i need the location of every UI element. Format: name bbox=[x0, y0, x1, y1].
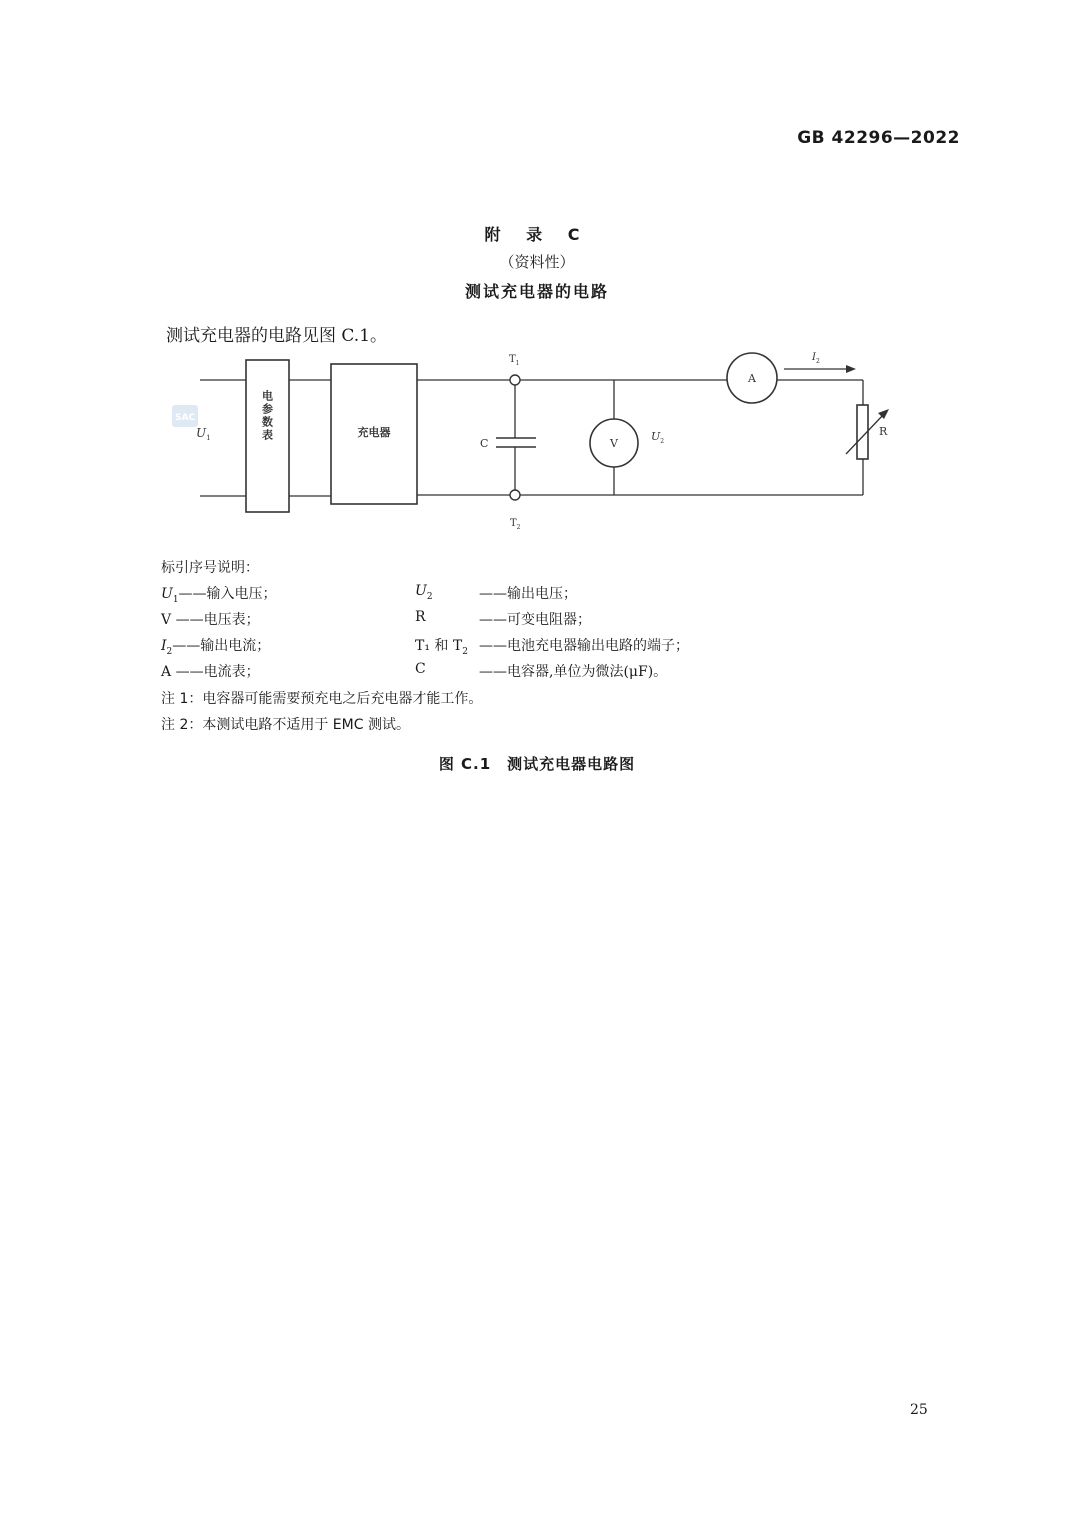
capacitor-label: C bbox=[480, 437, 489, 450]
legend-symbol: A bbox=[161, 664, 172, 680]
charger-label: 充电器 bbox=[357, 426, 391, 439]
voltmeter-label: V bbox=[610, 437, 618, 450]
legend-symbol: V bbox=[161, 612, 172, 628]
legend-desc: ——电容器,单位为微法(μF)。 bbox=[479, 664, 668, 680]
legend-symbol: I bbox=[161, 638, 167, 654]
legend-desc: ——可变电阻器； bbox=[479, 612, 591, 628]
legend-symbol: R bbox=[415, 609, 426, 625]
legend-symbol: C bbox=[415, 661, 426, 677]
power-meter-label: 电参数表 bbox=[260, 390, 274, 442]
legend-desc: ——输出电流； bbox=[172, 638, 271, 654]
circuit-diagram bbox=[0, 340, 1074, 540]
legend-symbol: T₁ 和 T bbox=[415, 638, 463, 654]
legend-desc: ——输入电压； bbox=[178, 586, 277, 602]
legend-desc: ——电池充电器输出电路的端子； bbox=[479, 638, 689, 654]
legend-desc: ——输出电压； bbox=[479, 586, 577, 602]
note-2: 注 2：本测试电路不适用于 EMC 测试。 bbox=[161, 717, 410, 733]
appendix-title: 附 录 C bbox=[484, 225, 590, 244]
t2-label: $T_2$ bbox=[510, 518, 521, 531]
terminal-t2 bbox=[510, 490, 520, 500]
sac-watermark-text: SAC bbox=[175, 413, 196, 423]
resistor-label: R bbox=[879, 425, 888, 438]
i2-label: $I_2$ bbox=[812, 352, 820, 365]
terminal-t1 bbox=[510, 375, 520, 385]
u2-label: $U_2$ bbox=[651, 430, 665, 445]
note-1: 注 1：电容器可能需要预充电之后充电器才能工作。 bbox=[161, 691, 483, 707]
ammeter-label: A bbox=[748, 372, 756, 385]
u1-label: $U_1$ bbox=[196, 426, 211, 442]
legend-title: 标引序号说明： bbox=[161, 560, 259, 576]
page-number: 25 bbox=[910, 1402, 928, 1418]
legend-symbol: U bbox=[415, 583, 427, 599]
appendix-type: （资料性） bbox=[499, 253, 575, 271]
intro-paragraph: 测试充电器的电路见图 C.1。 bbox=[166, 326, 388, 346]
figure-caption: 图 C.1 测试充电器电路图 bbox=[438, 755, 636, 773]
standard-number: GB 42296—2022 bbox=[797, 128, 960, 148]
legend-symbol: U bbox=[161, 586, 173, 602]
appendix-heading: 测试充电器的电路 bbox=[464, 282, 609, 301]
t1-label: $T_1$ bbox=[509, 354, 520, 367]
legend-desc: ——电流表； bbox=[171, 664, 260, 680]
legend-desc: ——电压表； bbox=[171, 612, 260, 628]
